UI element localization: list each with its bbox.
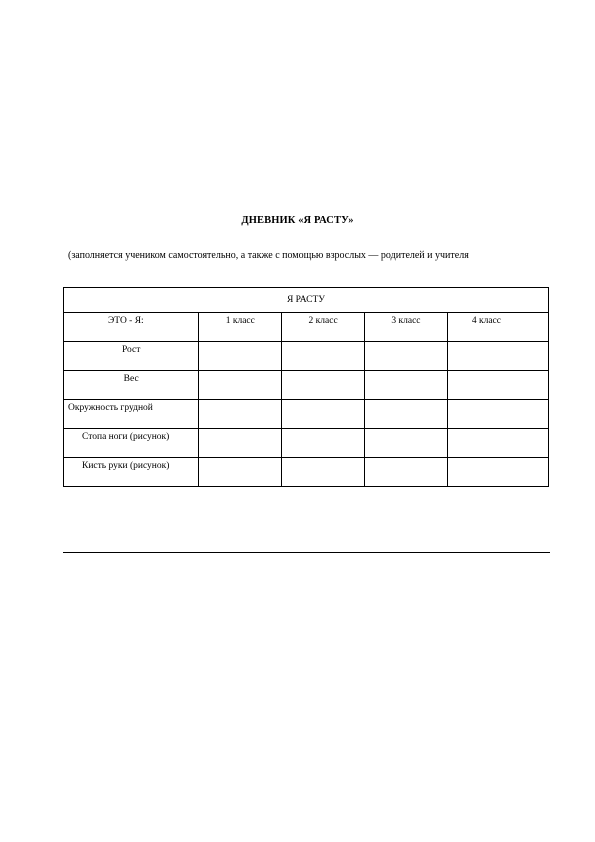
row-label-cell — [64, 342, 199, 371]
row-label-cell — [64, 429, 199, 458]
entry-cell — [365, 400, 448, 429]
table-header: Я РАСТУ — [64, 288, 549, 313]
entry-cell — [282, 458, 365, 487]
entry-cell — [365, 458, 448, 487]
entry-cell — [365, 429, 448, 458]
entry-cell — [447, 342, 548, 371]
entry-cell — [447, 429, 548, 458]
entry-cell — [365, 371, 448, 400]
entry-cell — [447, 458, 548, 487]
column-header-label: ЭТО - Я: — [108, 316, 144, 326]
row-label-cell — [64, 371, 199, 400]
column-header-label: 2 класс — [308, 316, 338, 326]
row-label: Окружность грудной — [68, 403, 153, 413]
entry-cell — [199, 371, 282, 400]
entry-cell — [282, 342, 365, 371]
entry-cell — [365, 342, 448, 371]
table-row — [64, 371, 549, 400]
table-row — [64, 342, 549, 371]
column-header-cell — [365, 313, 448, 342]
row-label: Рост — [121, 345, 141, 355]
entry-cell — [447, 371, 548, 400]
entry-cell — [199, 429, 282, 458]
column-header-cell — [447, 313, 548, 342]
entry-cell — [199, 342, 282, 371]
column-header-label: 1 класс — [225, 316, 255, 326]
row-label-cell — [64, 458, 199, 487]
entry-cell — [447, 400, 548, 429]
horizontal-rule — [63, 552, 550, 553]
entry-cell — [199, 400, 282, 429]
table-row — [64, 400, 549, 429]
column-header-cell — [282, 313, 365, 342]
entry-cell — [282, 371, 365, 400]
row-label-cell — [64, 400, 199, 429]
entry-cell — [199, 458, 282, 487]
column-header-row — [64, 313, 549, 342]
column-header-cell — [199, 313, 282, 342]
row-label: Кисть руки (рисунок) — [82, 461, 170, 471]
row-label: Вес — [123, 374, 139, 384]
column-header-label: 3 класс — [391, 316, 421, 326]
document-subtitle: (заполняется учеником самостоятельно, а также с помощью взрослых — родителей и учителя — [68, 250, 469, 261]
column-header-label: 4 класс — [471, 316, 501, 326]
column-header-cell — [64, 313, 199, 342]
document-title: ДНЕВНИК «Я РАСТУ» — [241, 215, 354, 226]
entry-cell — [282, 400, 365, 429]
table-row — [64, 429, 549, 458]
growth-diary-table — [63, 287, 549, 487]
table-header-row — [64, 288, 549, 313]
table-row — [64, 458, 549, 487]
row-label: Стопа ноги (рисунок) — [82, 432, 170, 442]
entry-cell — [282, 429, 365, 458]
